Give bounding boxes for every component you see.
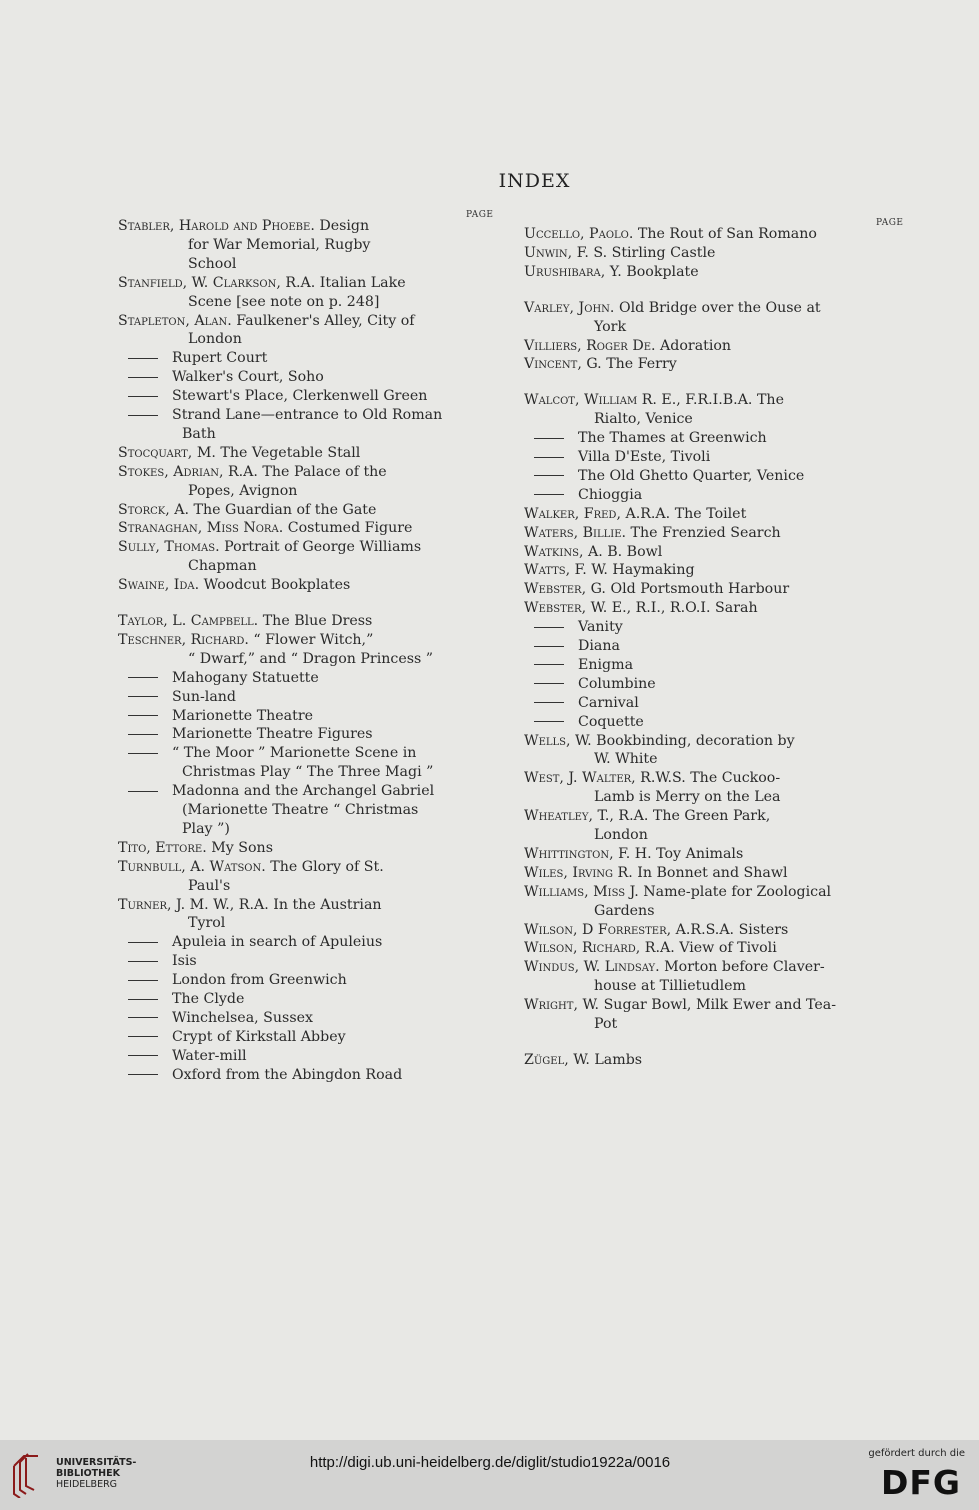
entry-title: Winchelsea, Sussex [172, 1009, 313, 1026]
index-line [118, 444, 360, 462]
entry-title: Crypt of Kirkstall Abbey [172, 1028, 346, 1045]
page-column-label-right: PAGE [876, 218, 904, 228]
ditto-dash [534, 702, 564, 703]
artist-name: Webster, W. E., R.I., R.O.I. [524, 600, 711, 617]
index-line: York [594, 318, 627, 335]
artist-name: Wheatley, T., R.A. [524, 808, 649, 825]
ditto-dash [128, 715, 158, 716]
index-line [118, 576, 350, 594]
entry-title: Costumed Figure [283, 520, 413, 537]
index-line: Rialto, Venice [594, 411, 693, 428]
ditto-dash [128, 1074, 158, 1075]
index-line: “ Dwarf,” and “ Dragon Princess ” [188, 650, 434, 667]
entry-title: Water-mill [172, 1047, 247, 1064]
index-line [534, 713, 644, 731]
ditto-dash [128, 999, 158, 1000]
entry-title: The Vegetable Stall [215, 444, 361, 461]
entry-title: Carnival [578, 694, 639, 711]
index-line [118, 612, 372, 630]
artist-name: Unwin, F. S. [524, 244, 608, 261]
index-line: Pot [594, 1016, 618, 1033]
index-line: Tyrol [188, 915, 226, 932]
index-line [524, 524, 781, 542]
entry-title: Morton before Claver- [659, 959, 825, 976]
entry-title: The Old Ghetto Quarter, Venice [578, 467, 805, 484]
artist-name: Wilson, D Forrester, A.R.S.A. [524, 921, 735, 938]
entry-title: My Sons [206, 839, 273, 856]
entry-title: The Ferry [601, 356, 677, 373]
artist-name: Turnbull, A. Watson. [118, 858, 266, 875]
ditto-dash [534, 627, 564, 628]
ditto-dash [128, 377, 158, 378]
entry-title: Stewart's Place, Clerkenwell Green [172, 388, 428, 405]
index-line [524, 807, 770, 825]
index-line [534, 429, 767, 447]
index-line: house at Tillietudlem [594, 978, 746, 995]
entry-title: Oxford from the Abingdon Road [172, 1066, 403, 1083]
entry-title: Strand Lane—entrance to Old Roman [172, 407, 443, 423]
index-line [524, 732, 795, 750]
ditto-dash [128, 1055, 158, 1056]
index-line [128, 1047, 247, 1065]
index-line: Gardens [594, 902, 655, 919]
index-line [534, 448, 710, 466]
entry-title: Portrait of George Williams [219, 539, 422, 556]
index-line: for War Memorial, Rugby [188, 236, 371, 253]
entry-title: Marionette Theatre Figures [172, 726, 373, 743]
index-line [128, 707, 313, 725]
artist-name: Waters, Billie. [524, 524, 627, 541]
index-line [118, 538, 421, 556]
ditto-dash [128, 358, 158, 359]
index-line: London [594, 827, 648, 844]
artist-name: Webster, G. [524, 581, 606, 598]
entry-title: Toy Animals [651, 845, 744, 862]
entry-title: The Thames at Greenwich [578, 430, 767, 447]
index-line: Christmas Play “ The Three Magi ” [182, 764, 434, 781]
entry-title: Bookbinding, decoration by [591, 732, 795, 749]
index-line [118, 896, 382, 914]
university-library-name [56, 1457, 136, 1490]
artist-name: Walcot, William R. E., F.R.I.B.A. [524, 392, 753, 409]
entry-title: Vanity [578, 619, 623, 636]
page-column-label-left: PAGE [466, 210, 494, 220]
index-line [128, 744, 416, 762]
library-line2: BIBLIOTHEK [56, 1468, 120, 1479]
index-line: Bath [182, 425, 216, 442]
ditto-dash [534, 721, 564, 722]
ditto-dash [128, 1017, 158, 1018]
entry-title: Rupert Court [172, 350, 268, 367]
ditto-dash [128, 415, 158, 416]
university-library-logo-icon [10, 1452, 50, 1498]
index-line: Scene [see note on p. 248] [188, 293, 380, 310]
artist-name: Wilson, Richard, R.A. [524, 940, 675, 957]
index-line [118, 312, 415, 330]
ditto-dash [128, 980, 158, 981]
index-line [118, 519, 412, 537]
permalink-url[interactable]: http://digi.ub.uni-heidelberg.de/diglit/studio1922a/0016 [309, 1454, 671, 1471]
index-line [128, 387, 427, 405]
ditto-dash [128, 791, 158, 792]
index-line [524, 580, 789, 598]
index-line [118, 858, 384, 876]
index-line [534, 637, 620, 655]
entry-title: Italian Lake [315, 274, 406, 291]
artist-name: Villiers, Roger De. [524, 337, 656, 354]
entry-title: The Guardian of the Gate [189, 501, 377, 518]
page-title: INDEX [498, 170, 571, 192]
index-line: Chapman [188, 558, 257, 575]
entry-title: Coquette [578, 713, 644, 730]
index-line [128, 1009, 313, 1027]
ditto-dash [534, 683, 564, 684]
index-line [118, 463, 387, 481]
index-line [128, 688, 236, 706]
index-line [534, 675, 656, 693]
index-line: (Marionette Theatre “ Christmas [182, 802, 419, 818]
entry-title: Haymaking [607, 562, 695, 579]
entry-title: Name-plate for Zoological [638, 883, 832, 900]
index-line [128, 669, 319, 687]
artist-name: Urushibara, Y. [524, 263, 622, 280]
index-line [524, 299, 821, 317]
index-line [118, 501, 376, 519]
entry-title: Marionette Theatre [172, 707, 314, 724]
entry-title: Faulkener's Alley, City of [231, 312, 415, 329]
index-line [524, 561, 695, 579]
artist-name: Watkins, A. B. [524, 543, 623, 560]
index-line [524, 921, 788, 939]
entry-title: In Bonnet and Shawl [632, 864, 788, 881]
index-line [524, 996, 836, 1014]
index-line [118, 839, 273, 857]
entry-title: Bowl [622, 543, 663, 560]
entry-title: The Clyde [172, 991, 245, 1007]
entry-title: The Rout of San Romano [633, 226, 817, 242]
entry-title: Woodcut Bookplates [199, 577, 351, 594]
artist-name: Taylor, L. Campbell. [118, 613, 259, 629]
index-line: Popes, Avignon [188, 482, 298, 499]
ditto-dash [128, 734, 158, 735]
index-line [524, 355, 677, 373]
ditto-dash [128, 696, 158, 697]
funded-by-text: gefördert durch die [868, 1448, 965, 1459]
entry-title: Design [314, 218, 370, 234]
index-line [128, 349, 267, 367]
entry-title: Columbine [578, 675, 656, 692]
artist-name-rest: and Phoebe. [228, 218, 315, 234]
artist-name: Uccello, Paolo. [524, 226, 634, 242]
artist-name: Wells, W. [524, 732, 592, 749]
entry-title: “ Flower Witch,” [248, 631, 374, 648]
entry-title: Enigma [578, 656, 634, 673]
index-line [524, 864, 788, 882]
artist-name: Zügel, W. [524, 1051, 590, 1068]
index-line [524, 939, 777, 957]
entry-title: In the Austrian [268, 896, 382, 913]
index-line [128, 782, 434, 800]
entry-title: Apuleia in search of Apuleius [172, 934, 383, 951]
artist-name: Storck, A. [118, 501, 190, 518]
entry-title: Old Bridge over the Ouse at [614, 299, 821, 316]
library-line3: HEIDELBERG [56, 1479, 118, 1490]
ditto-dash [534, 494, 564, 495]
artist-name: Varley, John. [524, 299, 615, 316]
index-line [524, 244, 715, 262]
index-line: W. White [594, 751, 658, 768]
index-line [524, 263, 699, 281]
artist-name: Swaine, Ida. [118, 577, 200, 594]
entry-title: The [752, 392, 784, 409]
index-line [118, 274, 406, 292]
ditto-dash [534, 438, 564, 439]
artist-name: Vincent, G. [524, 356, 602, 373]
index-line [128, 725, 373, 743]
entry-title: Walker's Court, Soho [172, 369, 324, 386]
index-line [524, 769, 780, 787]
index-line [128, 971, 347, 989]
index-line [534, 486, 642, 504]
entry-title: The Frenzied Search [626, 524, 781, 541]
index-line [534, 618, 623, 636]
ditto-dash [128, 677, 158, 678]
index-line [128, 1028, 346, 1046]
index-line [128, 952, 197, 970]
entry-title: The Palace of the [257, 463, 387, 480]
index-line [128, 368, 324, 386]
entry-title: Bookplate [621, 263, 699, 280]
artist-name: Stokes, Adrian, R.A. [118, 463, 258, 480]
index-line: London [188, 331, 242, 348]
index-line [524, 958, 825, 976]
artist-name: Watts, F. W. [524, 562, 608, 579]
artist-name: West, J. Walter, R.W.S. [524, 770, 686, 787]
index-line [534, 656, 633, 674]
index-line [524, 391, 784, 409]
dfg-logo: DFG [880, 1463, 961, 1502]
index-line [128, 406, 442, 424]
index-line [524, 1051, 642, 1069]
entry-title: The Blue Dress [258, 613, 373, 629]
ditto-dash [534, 664, 564, 665]
entry-title: The Glory of St. [265, 858, 384, 875]
artist-name: Stranaghan, Miss Nora. [118, 520, 284, 537]
artist-name: Williams, Miss J. [524, 883, 639, 900]
entry-title: Adoration [655, 337, 732, 354]
artist-name: Wiles, Irving R. [524, 864, 633, 881]
index-line [128, 1066, 402, 1084]
entry-title: “ The Moor ” Marionette Scene in [172, 745, 417, 762]
library-line1: UNIVERSITÄTS- [56, 1457, 137, 1468]
index-line: Paul's [188, 877, 231, 894]
entry-title: Villa D'Este, Tivoli [578, 449, 711, 466]
entry-title: Madonna and the Archangel Gabriel [172, 783, 435, 800]
artist-name: Wright, W. [524, 997, 600, 1014]
entry-title: The Cuckoo- [685, 770, 781, 787]
entry-title: Sun-land [172, 688, 237, 705]
index-line [524, 225, 817, 243]
ditto-dash [534, 475, 564, 476]
artist-name: Stapleton, Alan. [118, 312, 232, 329]
entry-title: Old Portsmouth Harbour [605, 581, 790, 598]
entry-title: Lambs [589, 1051, 643, 1068]
entry-title: The Green Park, [648, 808, 771, 825]
index-line [118, 631, 373, 649]
artist-name: Stanfield, W. Clarkson, R.A. [118, 274, 316, 291]
artist-name: Teschner, Richard. [118, 631, 249, 648]
artist-name: Sully, Thomas. [118, 539, 220, 556]
artist-name: Tito, Ettore. [118, 839, 207, 856]
index-line [128, 933, 382, 951]
index-line [524, 337, 731, 355]
ditto-dash [534, 457, 564, 458]
index-line [524, 543, 662, 561]
ditto-dash [128, 753, 158, 754]
entry-title: The Toilet [670, 505, 747, 522]
ditto-dash [128, 942, 158, 943]
artist-name: Windus, W. Lindsay. [524, 959, 660, 976]
entry-title: Chioggia [578, 486, 643, 503]
entry-title: View of Tivoli [674, 940, 777, 957]
entry-title: Isis [172, 953, 197, 970]
entry-title: Stirling Castle [607, 244, 716, 261]
artist-name: Walker, Fred, A.R.A. [524, 505, 671, 522]
entry-title: Diana [578, 638, 620, 655]
entry-title: Sarah [710, 600, 758, 617]
ditto-dash [534, 646, 564, 647]
entry-title: Sisters [734, 921, 789, 938]
ditto-dash [128, 1036, 158, 1037]
index-line [524, 505, 746, 523]
ditto-dash [128, 961, 158, 962]
artist-name: Turner, J. M. W., R.A. [118, 896, 269, 913]
entry-title: Sugar Bowl, Milk Ewer and Tea- [599, 997, 837, 1014]
index-line: Play ”) [182, 820, 230, 837]
entry-title: Mahogany Statuette [172, 669, 319, 686]
index-line [524, 845, 743, 863]
index-line [534, 467, 804, 485]
index-line: Lamb is Merry on the Lea [594, 789, 781, 806]
index-line [118, 217, 369, 235]
artist-name: Whittington, F. H. [524, 845, 652, 862]
footer-bar [0, 1440, 979, 1510]
index-line [128, 990, 244, 1008]
index-line: School [188, 255, 237, 272]
artist-name: Stabler, Harold [118, 218, 229, 234]
index-line [534, 694, 639, 712]
index-line [524, 599, 758, 617]
artist-name: Stocquart, M. [118, 444, 216, 461]
ditto-dash [128, 396, 158, 397]
index-line [524, 883, 831, 901]
entry-title: London from Greenwich [172, 972, 347, 989]
